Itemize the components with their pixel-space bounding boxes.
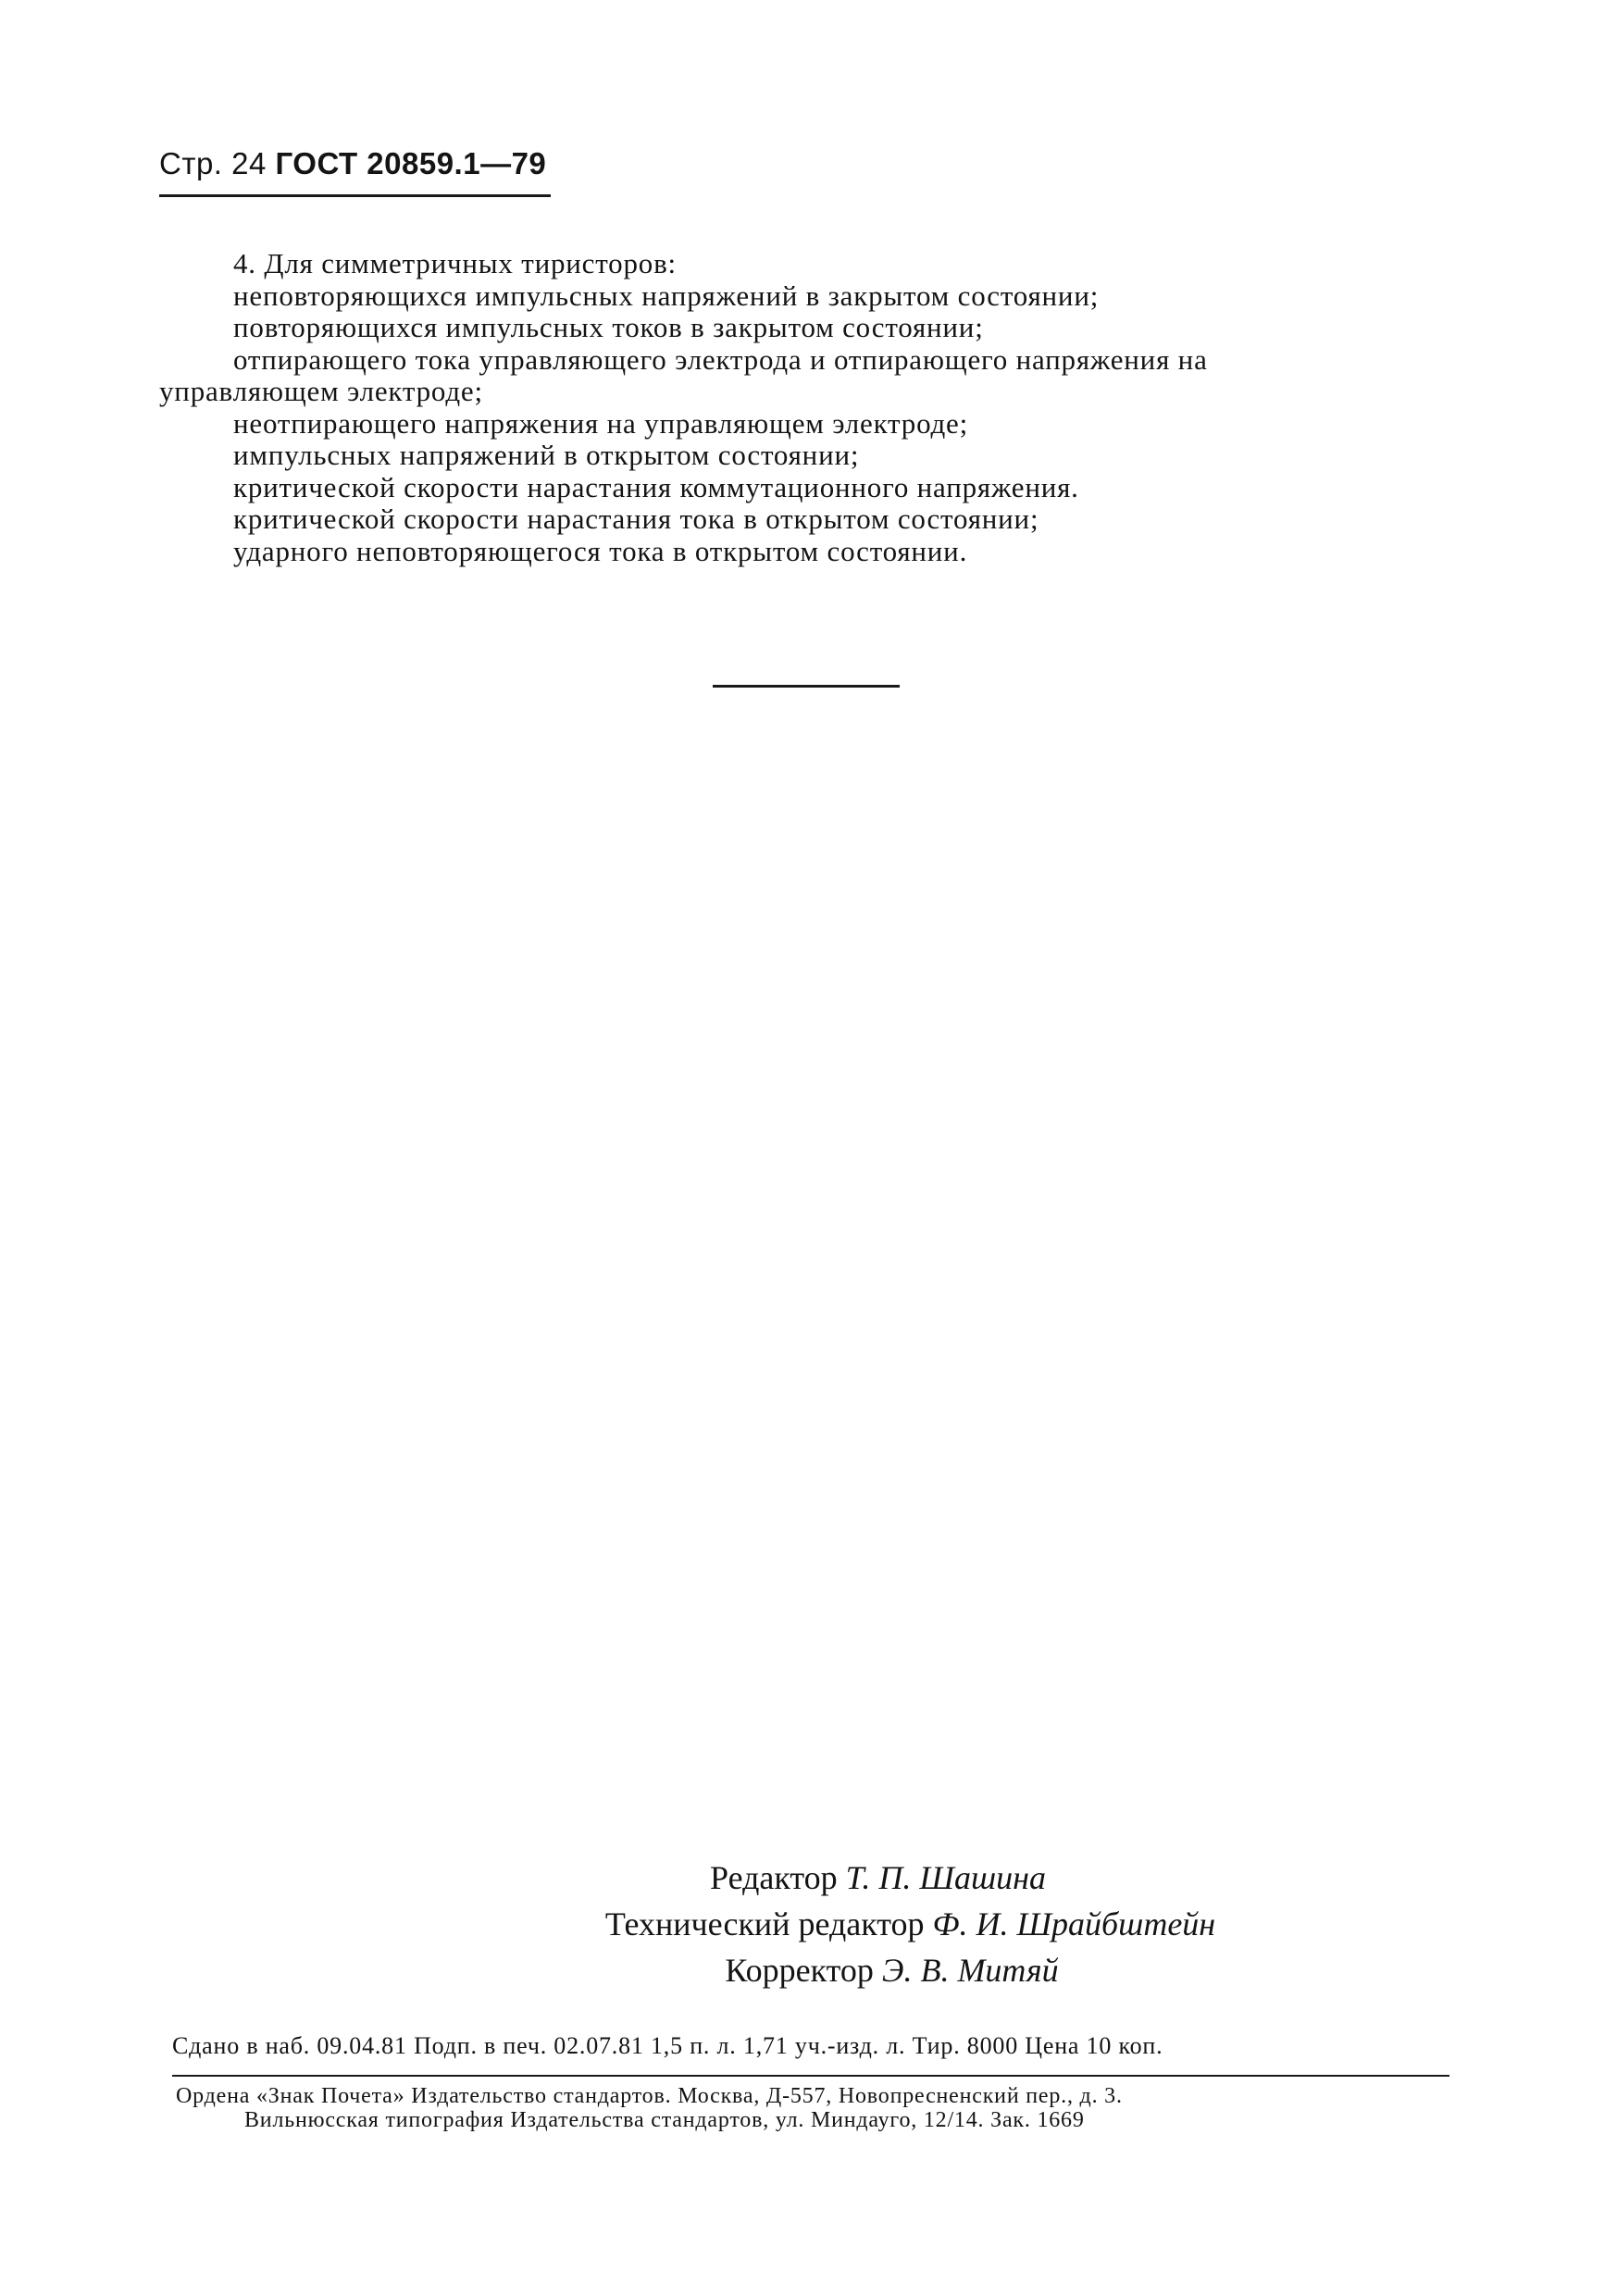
page-number: Стр. 24: [159, 146, 267, 180]
list-item: критической скорости нарастания тока в открытом состоянии;: [233, 503, 1039, 535]
publisher-info: [176, 2084, 1453, 2132]
corrector-credit: [0, 1947, 1617, 1993]
corrector-name: Э. В. Митяй: [881, 1952, 1059, 1989]
header-underline: [159, 194, 551, 197]
section-end-divider: [713, 685, 900, 688]
list-item: ударного неповторяющегося тока в открытом состоянии.: [233, 534, 968, 567]
editor-role: Редактор: [710, 1859, 838, 1896]
list-item: повторяющихся импульсных токов в закрытом состоянии;: [233, 311, 984, 343]
printer-line: Вильнюсская типография Издательства стандартов, ул. Миндауго, 12/14. Зак. 1669: [244, 2108, 1085, 2132]
imprint-divider: [172, 2075, 1449, 2077]
page-header: [159, 146, 546, 181]
list-heading: 4. Для симметричных тиристоров:: [233, 247, 677, 279]
body-text: [159, 248, 1448, 567]
editor-credit: [0, 1855, 1617, 1901]
editor-name: Т. П. Шашина: [845, 1859, 1046, 1896]
list-item: неповторяющихся импульсных напряжений в закрытом состоянии;: [233, 279, 1100, 312]
list-item: отпирающего тока управляющего электрода и отпирающего напряжения на: [233, 342, 1208, 376]
print-imprint: Сдано в наб. 09.04.81 Подп. в печ. 02.07.81 1,5 п. л. 1,71 уч.-изд. л. Тир. 8000 Цена 10 коп.: [172, 2032, 1163, 2059]
publisher-line: Ордена «Знак Почета» Издательство стандартов. Москва, Д-557, Новопресненский пер., д. 3.: [176, 2084, 1123, 2108]
list-item: критической скорости нарастания коммутационного напряжения.: [233, 470, 1079, 503]
list-item: импульсных напряжений в открытом состоянии;: [233, 439, 860, 471]
tech-editor-name: Ф. И. Шрайбштейн: [932, 1905, 1216, 1942]
corrector-role: Корректор: [725, 1952, 874, 1989]
credits: [0, 1855, 1617, 1993]
list-item-continuation: управляющем электроде;: [159, 375, 483, 407]
tech-editor-role: Технический редактор: [604, 1905, 925, 1942]
standard-number: ГОСТ 20859.1—79: [275, 146, 547, 180]
list-item: неотпирающего напряжения на управляющем электроде;: [233, 406, 969, 440]
tech-editor-credit: [0, 1901, 1617, 1947]
